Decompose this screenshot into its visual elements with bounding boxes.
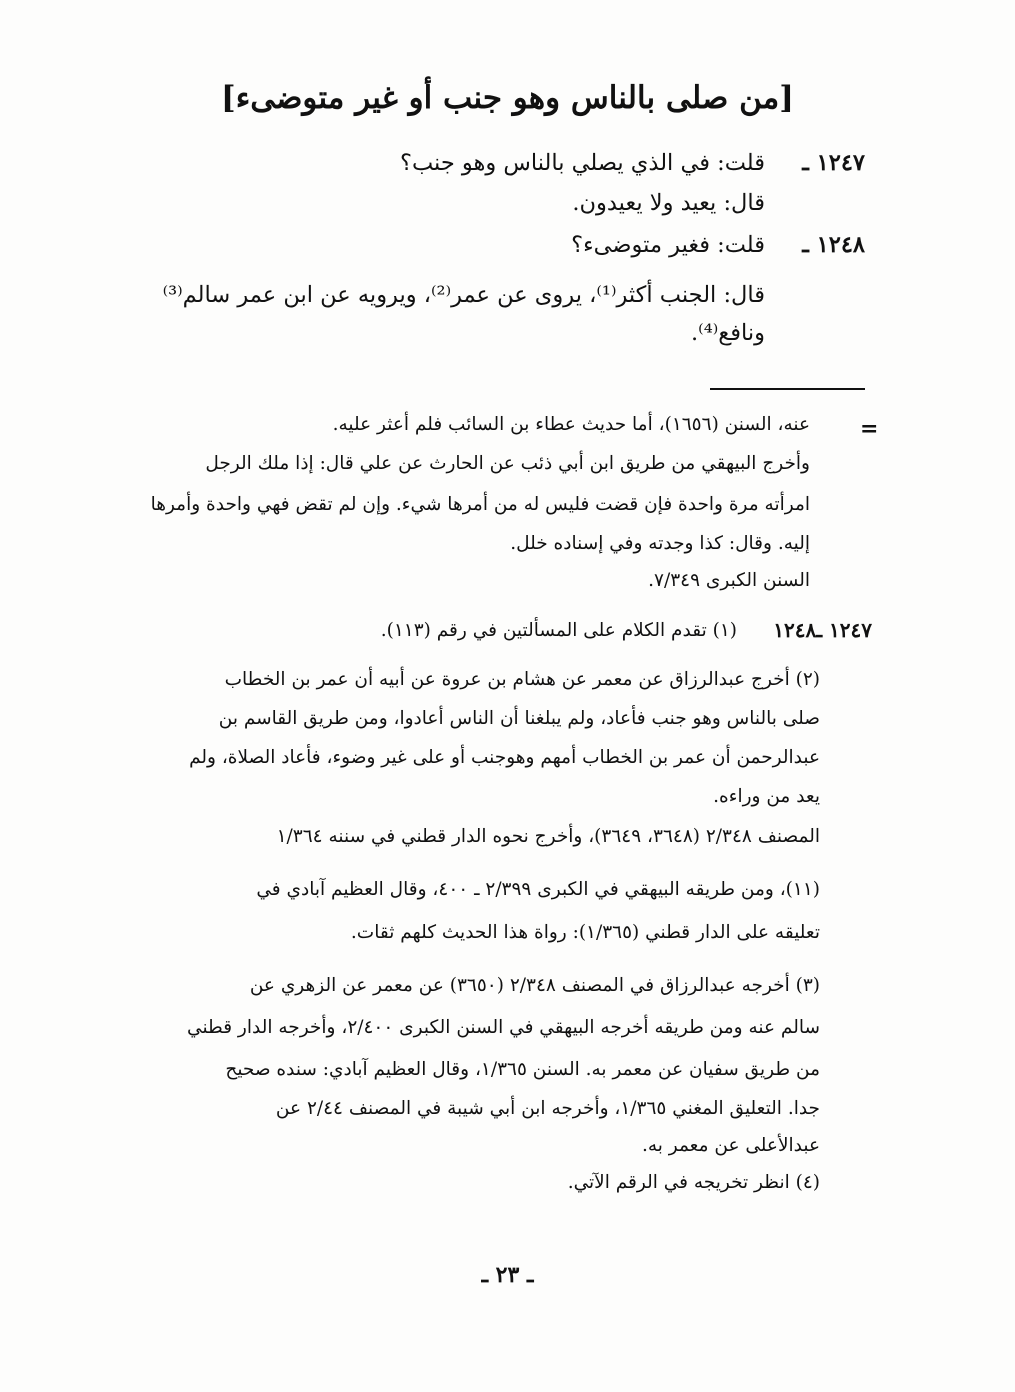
masala-answer-continued: ونافع⁽⁴⁾.: [691, 320, 765, 346]
footnote-continuation-line: السنن الكبرى ٧/٣٤٩.: [648, 570, 810, 591]
footnote-2-line: المصنف ٢/٣٤٨ (٣٦٤٨، ٣٦٤٩)، وأخرج نحوه الدار قطني في سننه ١/٣٦٤: [276, 826, 820, 847]
footnote-2-line: صلى بالناس وهو جنب فأعاد، ولم يبلغنا أن الناس أعادوا، ومن طريق القاسم بن: [218, 708, 820, 729]
footnote-2-line: عبدالرحمن أن عمر بن الخطاب أمهم وهوجنب أو على غير وضوء، فأعاد الصلاة، ولم: [189, 747, 820, 768]
footnote-4: (٤) انظر تخريجه في الرقم الآتي.: [567, 1172, 820, 1193]
footnote-divider: [710, 388, 865, 390]
footnote-continuation-line: وأخرج البيهقي من طريق ابن أبي ذئب عن الحارث عن علي قال: إذا ملك الرجل: [205, 453, 810, 474]
masala-number: ١٢٤٧ ـ: [802, 150, 865, 176]
footnote-3-line: (٣) أخرجه عبدالرزاق في المصنف ٢/٣٤٨ (٣٦٥٠) عن معمر عن الزهري عن: [249, 975, 820, 996]
footnote-continuation-line: عنه، السنن (١٦٥٦)، أما حديث عطاء بن السائب فلم أعثر عليه.: [332, 414, 810, 435]
footnote-1: (١) تقدم الكلام على المسألتين في رقم (١١٣).: [380, 620, 737, 641]
masala-answer: قال: يعيد ولا يعيدون.: [572, 190, 765, 216]
footnote-2-line: (١١)، ومن طريقه البيهقي في الكبرى ٢/٣٩٩ ـ ٤٠٠، وقال العظيم آبادي في: [256, 879, 820, 900]
masala-answer: قال: الجنب أكثر⁽¹⁾، يروى عن عمر⁽²⁾، ويرويه عن ابن عمر سالم⁽³⁾: [162, 282, 765, 308]
footnote-2-line: يعد من وراءه.: [713, 786, 820, 807]
masala-question: قلت: في الذي يصلي بالناس وهو جنب؟: [400, 150, 765, 176]
footnote-3-line: عبدالأعلى عن معمر به.: [641, 1135, 820, 1156]
continuation-mark: =: [860, 416, 879, 442]
masala-question: قلت: فغير متوضىء؟: [571, 232, 765, 258]
chapter-title: [من صلى بالناس وهو جنب أو غير متوضىء]: [221, 80, 794, 116]
masala-number: ١٢٤٨ ـ: [802, 232, 865, 258]
footnote-3-line: سالم عنه ومن طريقه أخرجه البيهقي في السنن الكبرى ٢/٤٠٠، وأخرجه الدار قطني: [187, 1017, 820, 1038]
footnote-continuation-line: امرأته مرة واحدة فإن قضت فليس له من أمرها شيء. وإن لم تقض فهي واحدة وأمرها: [150, 494, 810, 515]
page-number: ـ ٢٣ ـ: [481, 1262, 534, 1288]
footnote-masala-ref: ١٢٤٧ ـ١٢٤٨: [773, 618, 872, 642]
footnote-3-line: من طريق سفيان عن معمر به. السنن ١/٣٦٥، وقال العظيم آبادي: سنده صحيح: [225, 1059, 820, 1080]
footnote-continuation-line: إليه. وقال: كذا وجدته وفي إسناده خلل.: [510, 533, 810, 554]
footnote-2-line: تعليقه على الدار قطني (١/٣٦٥): رواة هذا الحديث كلهم ثقات.: [350, 922, 820, 943]
footnote-3-line: جدا. التعليق المغني ١/٣٦٥، وأخرجه ابن أبي شيبة في المصنف ٢/٤٤ عن: [275, 1098, 820, 1119]
footnote-2-line: (٢) أخرج عبدالرزاق عن معمر عن هشام بن عروة عن أبيه أن عمر بن الخطاب: [224, 669, 820, 690]
